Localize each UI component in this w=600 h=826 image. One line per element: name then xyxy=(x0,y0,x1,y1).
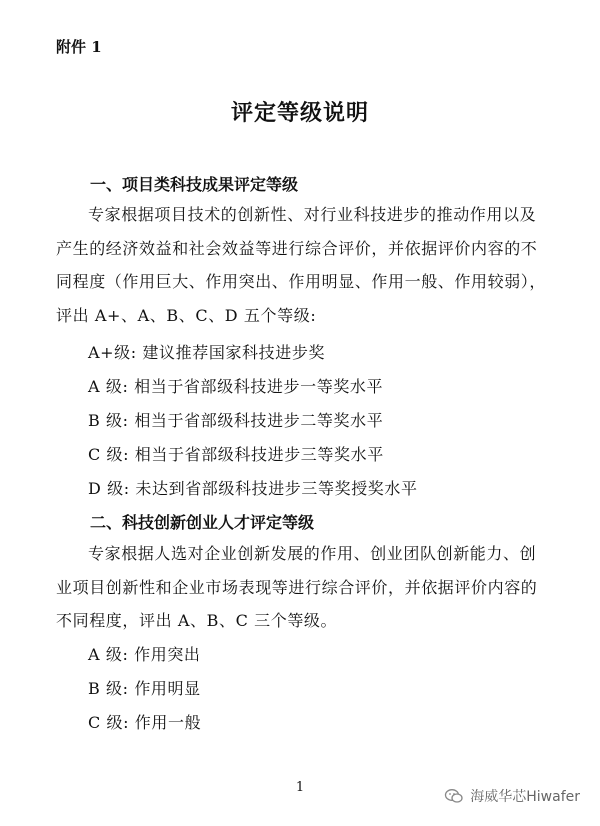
grade-line: D 级: 未达到省部级科技进步三等奖授奖水平 xyxy=(88,479,418,498)
grade-line: A 级: 作用突出 xyxy=(88,645,201,664)
grade-line: B 级: 相当于省部级科技进步二等奖水平 xyxy=(88,411,384,430)
grade-line: C 级: 作用一般 xyxy=(88,713,202,732)
wechat-icon xyxy=(444,786,464,806)
section2-paragraph: 专家根据人选对企业创新发展的作用、创业团队创新能力、创业项目创新性和企业市场表现等进行综合评价，并依据评价内容的不同程度，评出 A、B、C 三个等级。 xyxy=(56,544,538,630)
document-title: 评定等级说明 xyxy=(230,100,369,126)
section2-heading: 二、科技创新创业人才评定等级 xyxy=(90,513,315,532)
grade-line: A+级: 建议推荐国家科技进步奖 xyxy=(88,343,326,362)
watermark-text: 海威华芯Hiwafer xyxy=(470,789,580,805)
grade-line: B 级: 作用明显 xyxy=(88,679,201,698)
section1-paragraph: 专家根据项目技术的创新性、对行业科技进步的推动作用以及产生的经济效益和社会效益等进行综合评价，并依据评价内容的不同程度（作用巨大、作用突出、作用明显、作用一般、作用较弱），评出 A+、A、B、C、D 五个等级: xyxy=(56,205,547,325)
section1-heading: 一、项目类科技成果评定等级 xyxy=(90,175,299,194)
grade-line: A 级: 相当于省部级科技进步一等奖水平 xyxy=(88,377,384,396)
grade-line: C 级: 相当于省部级科技进步三等奖水平 xyxy=(88,445,384,464)
attachment-label: 附件 1 xyxy=(56,38,102,56)
page-number: 1 xyxy=(295,780,305,795)
watermark xyxy=(444,786,580,806)
